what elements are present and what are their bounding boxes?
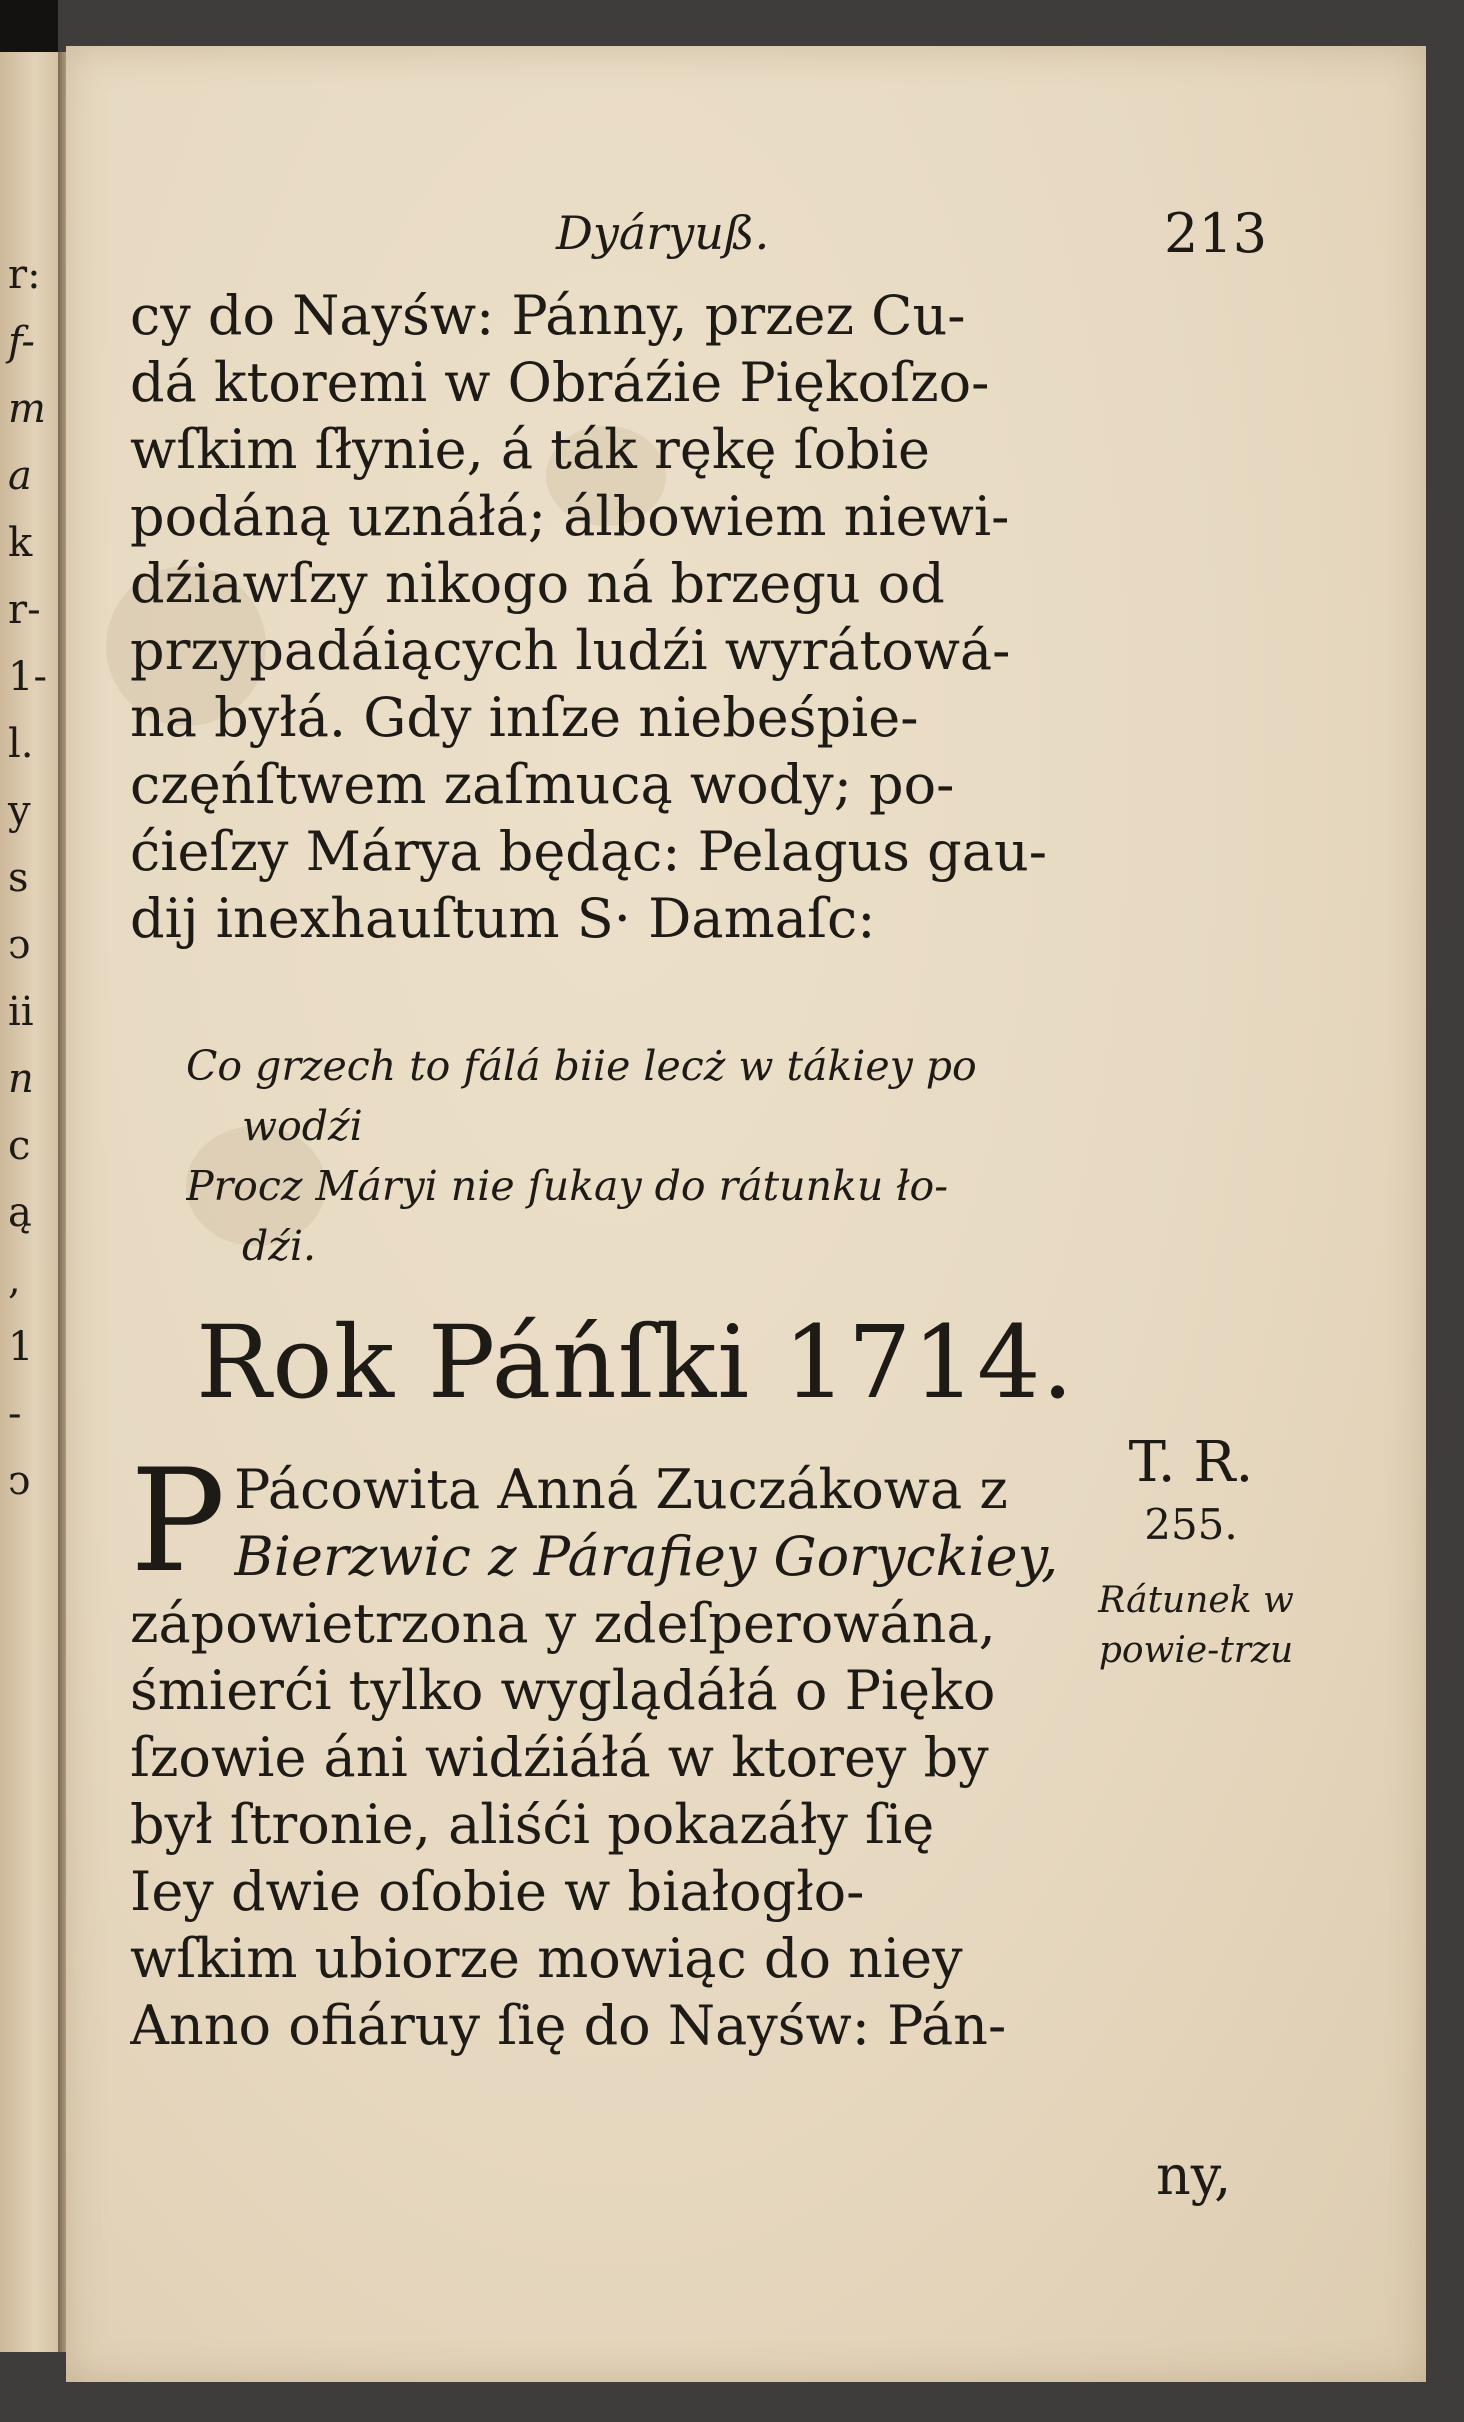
poem-line: dźi. [242, 1222, 316, 1270]
top-corner-shadow [0, 0, 58, 52]
left-page-fragment: a [8, 453, 32, 499]
poem-line: Co grzech to fálá biie lecż w tákiey po [186, 1042, 977, 1090]
left-page-fragment: k [8, 520, 33, 566]
catchword: ny, [1156, 2144, 1232, 2207]
text-line: Bierzwic z Párafiey Goryckiey, [234, 1525, 1059, 1588]
text-line: zápowietrzona y zdeſperowána, [130, 1592, 996, 1655]
text-line: podáną uznáłá; álbowiem niewi- [130, 485, 1010, 548]
text-line: śmierći tylko wyglądáłá o Pięko [130, 1659, 996, 1722]
left-page-fragment: ą [8, 1190, 32, 1236]
text-line: wſkim ubiorze mowiąc do niey [130, 1927, 963, 1990]
left-page-fragment: ii [8, 989, 34, 1035]
page-number: 213 [1164, 202, 1268, 265]
text-line: ćieſzy Márya będąc: Pelagus gau- [130, 820, 1047, 883]
text-line: cy do Nayśw: Pánny, przez Cu- [130, 284, 966, 347]
text-line: był ſtronie, aliśći pokazáły ſię [130, 1793, 935, 1856]
left-page-fragment: s [8, 855, 29, 901]
left-page-fragment: c [8, 1123, 31, 1169]
left-page-fragment: 1 [8, 1324, 34, 1370]
left-page-fragment: ↄ [8, 1458, 31, 1504]
left-page-fragment: ↄ [8, 922, 31, 968]
left-page-fragment: f- [8, 319, 35, 365]
year-heading: Rok Páńſki 1714. [196, 1304, 1075, 1421]
left-page-edge [0, 52, 58, 2352]
text-line: przypadáiących ludźi wyrátowá- [130, 619, 1011, 682]
text-line: Anno ofiáruy ſię do Nayśw: Pán- [130, 1994, 1007, 2057]
left-page-fragment: 1- [8, 654, 47, 700]
entry-body [130, 1590, 1090, 2059]
text-line: dá ktoremi w Obráźie Piękoſzo- [130, 351, 990, 414]
left-page-fragment: - [8, 1391, 22, 1437]
left-page-fragment: r- [8, 587, 41, 633]
poem-line: Procz Máryi nie ſukay do rátunku ło- [186, 1162, 949, 1210]
text-line: Pácowita Anná Zuczákowa z [234, 1458, 1008, 1521]
poem [186, 1036, 1086, 1276]
top-paragraph [130, 282, 1090, 952]
margin-note-label: Rátunek w powie-trzu [1098, 1580, 1294, 1671]
margin-note-code: T. R. [1128, 1430, 1254, 1495]
left-page-fragment: r: [8, 252, 41, 298]
entry-opening [234, 1456, 1094, 1590]
left-page-fragment: , [8, 1257, 21, 1303]
text-line: dźiawſzy nikogo ná brzegu od [130, 552, 945, 615]
left-page-fragment: l. [8, 721, 34, 767]
text-line: wſkim ſłynie, á ták rękę ſobie [130, 418, 930, 481]
text-line: Iey dwie oſobie w białogło- [130, 1860, 865, 1923]
drop-cap: P [130, 1439, 226, 1604]
text-line: na byłá. Gdy inſze niebeśpie- [130, 686, 919, 749]
left-page-fragment: y [8, 788, 31, 834]
bottom-shadow [0, 2382, 1464, 2422]
page-sheet [66, 46, 1426, 2382]
left-page-fragment: m [8, 386, 46, 432]
running-head: Dyáryuß. [556, 206, 770, 260]
left-page-fragment: n [8, 1056, 34, 1102]
margin-note-number: 255. [1144, 1500, 1238, 1549]
text-line: ſzowie áni widźiáłá w ktorey by [130, 1726, 989, 1789]
text-line: częńſtwem zaſmucą wody; po- [130, 753, 955, 816]
poem-line: wodźi [242, 1102, 363, 1150]
text-line: dij inexhauſtum S· Damaſc: [130, 887, 876, 950]
